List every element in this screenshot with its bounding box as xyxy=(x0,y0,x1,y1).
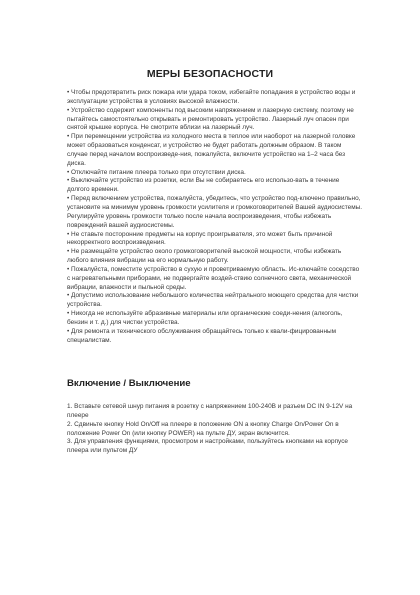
safety-item: • Допустимо использование небольшого количества нейтрального моющего средства для чистки устройства. xyxy=(67,292,359,309)
safety-item: • Выключайте устройство из розетки, если Вы не собираетесь его использо-вать в течение долгого времени. xyxy=(67,177,340,194)
safety-item: • Перед включением устройства, пожалуйста, убедитесь, что устройство под-ключено правильно, установите на минимум уровень громкости усилителя и громкоговорителей Вашей аудиосистемы. xyxy=(67,195,363,211)
page-title: МЕРЫ БЕЗОПАСНОСТИ xyxy=(146,68,274,80)
power-step: 3. Для управления функциями, просмотром и настройками, пользуйтесь кнопками на корпусе плеера или пультом ДУ xyxy=(67,438,348,455)
safety-item: • Чтобы предотвратить риск пожара или удара током, избегайте попадания в устройство воды и эксплуатации устройства в условиях высокой влажности. xyxy=(67,89,356,105)
power-step: 2. Сдвиньте кнопку Hold On/Off на плеере в положение ON а кнопку Charge On/Power On в положение Power On (или кнопку POWER) на пульте ДУ, экран включится. xyxy=(67,420,339,437)
power-instructions xyxy=(67,403,363,456)
safety-item: • Для ремонта и технического обслуживания обращайтесь только к квали-фицированным специалистам. xyxy=(67,327,337,344)
safety-item: • Устройство содержит компоненты под высоким напряжением и лазерную систему, поэтому не пытайтесь самостоятельно открывать и ремонтировать устройство. Лазерный луч опасен при снятой крышке корпуса. Не смотрите вблизи на лазерный луч. xyxy=(67,106,354,132)
power-step: 1. Вставьте сетевой шнур питания в розетку с напряжением 100-240В и разъем DC IN 9-12V на плеере xyxy=(67,403,353,419)
safety-item: • При перемещении устройства из холодного места в теплое или наоборот на лазерной головке может образоваться конденсат, и устройство не будет работать должным образом. В таком случае перед началом воспроизведе-ния, пожалуйста, включите устройство на 1–2 часа без диска. xyxy=(67,133,356,167)
safety-item: • Не размещайте устройство около громкоговорителей высокой мощности, чтобы избежать любого влияния вибрации на его нормальную работу. xyxy=(67,248,342,265)
safety-item: • Пожалуйста, поместите устройство в сухую и проветриваемую область. Ис-ключайте соседство с нагревательными приборами, не подвергайте воздей-ствию солнечного света, механической вибрации, влажности и пыльной среды. xyxy=(67,265,360,291)
section-heading-power: Включение / Выключение xyxy=(67,378,191,389)
safety-item: • Отключайте питание плеера только при отсутствии диска. xyxy=(67,168,246,176)
safety-item: • Никогда не используйте абразивные материалы или органические соеди-нения (алкоголь, бензин и т. д.) для чистки устройства. xyxy=(67,310,343,326)
safety-instructions xyxy=(67,89,363,345)
safety-item: Регулируйте уровень громкости только после начала воспроизведения, чтобы избежать повреждений вашей аудиосистемы. xyxy=(67,212,332,229)
safety-item: • Не ставьте посторонние предметы на корпус проигрывателя, это может быть причиной некорректного воспроизведения. xyxy=(67,230,333,247)
